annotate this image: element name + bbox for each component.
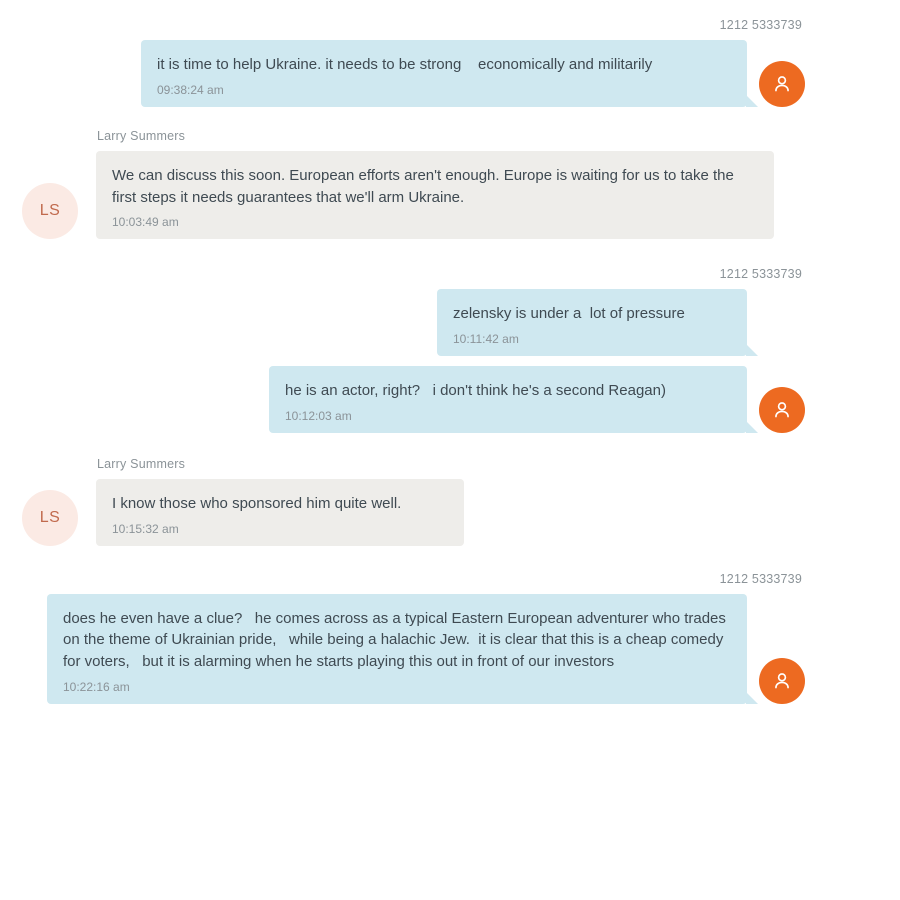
message-timestamp: 10:15:32 am [112,521,179,536]
message-bubble[interactable] [96,479,464,546]
avatar[interactable] [22,183,78,239]
avatar[interactable] [22,490,78,546]
message-bubble[interactable] [437,289,747,356]
message-timestamp: 10:03:49 am [112,215,179,230]
message-text: I know those who sponsored him quite well. [112,494,402,512]
message-text: does he even have a clue? he comes across as a typical Eastern European adventurer who trades on the theme of Ukrainian pride, while being a halachic Jew. it is clear that this is a cheap comedy for voters, but it is alarming when he starts playing this out in front of our investors [63,609,731,670]
avatar-initials: LS [39,202,61,220]
message-text: zelensky is under a lot of pressure [453,305,685,323]
message-timestamp: 09:38:24 am [157,82,224,97]
message-row [0,594,805,704]
message-outgoing [0,572,900,704]
message-incoming [0,457,900,546]
message-sender: Larry Summers [97,128,186,143]
message-text: it is time to help Ukraine. it needs to be strong economically and militarily [157,56,653,73]
message-row [0,366,805,433]
message-row [22,151,900,240]
message-row [0,289,805,356]
message-text: We can discuss this soon. European efforts aren't enough. Europe is waiting for us to take the first steps it needs guarantees that we'll arm Ukraine. [112,166,739,206]
message-bubble[interactable] [96,151,774,240]
message-row [0,40,805,107]
message-timestamp: 10:12:03 am [285,408,352,423]
person-icon [771,73,793,95]
message-timestamp: 10:22:16 am [63,679,130,694]
avatar[interactable] [759,658,805,704]
message-bubble[interactable] [269,366,747,433]
message-bubble[interactable] [141,40,747,107]
avatar[interactable] [759,387,805,433]
message-sender: 1212 5333739 [719,571,802,586]
message-outgoing [0,18,900,107]
message-row [22,479,900,546]
message-bubble[interactable] [47,594,747,704]
avatar-initials: LS [39,508,61,526]
message-text: he is an actor, right? i don't think he's a second Reagan) [285,382,666,399]
message-incoming [0,129,900,240]
message-outgoing [0,366,900,433]
message-sender: 1212 5333739 [719,267,802,282]
message-outgoing [0,267,900,356]
message-timestamp: 10:11:42 am [453,332,519,346]
message-sender: Larry Summers [97,456,186,471]
person-icon [771,670,793,692]
avatar[interactable] [759,61,805,107]
person-icon [771,399,793,421]
message-sender: 1212 5333739 [719,18,802,32]
